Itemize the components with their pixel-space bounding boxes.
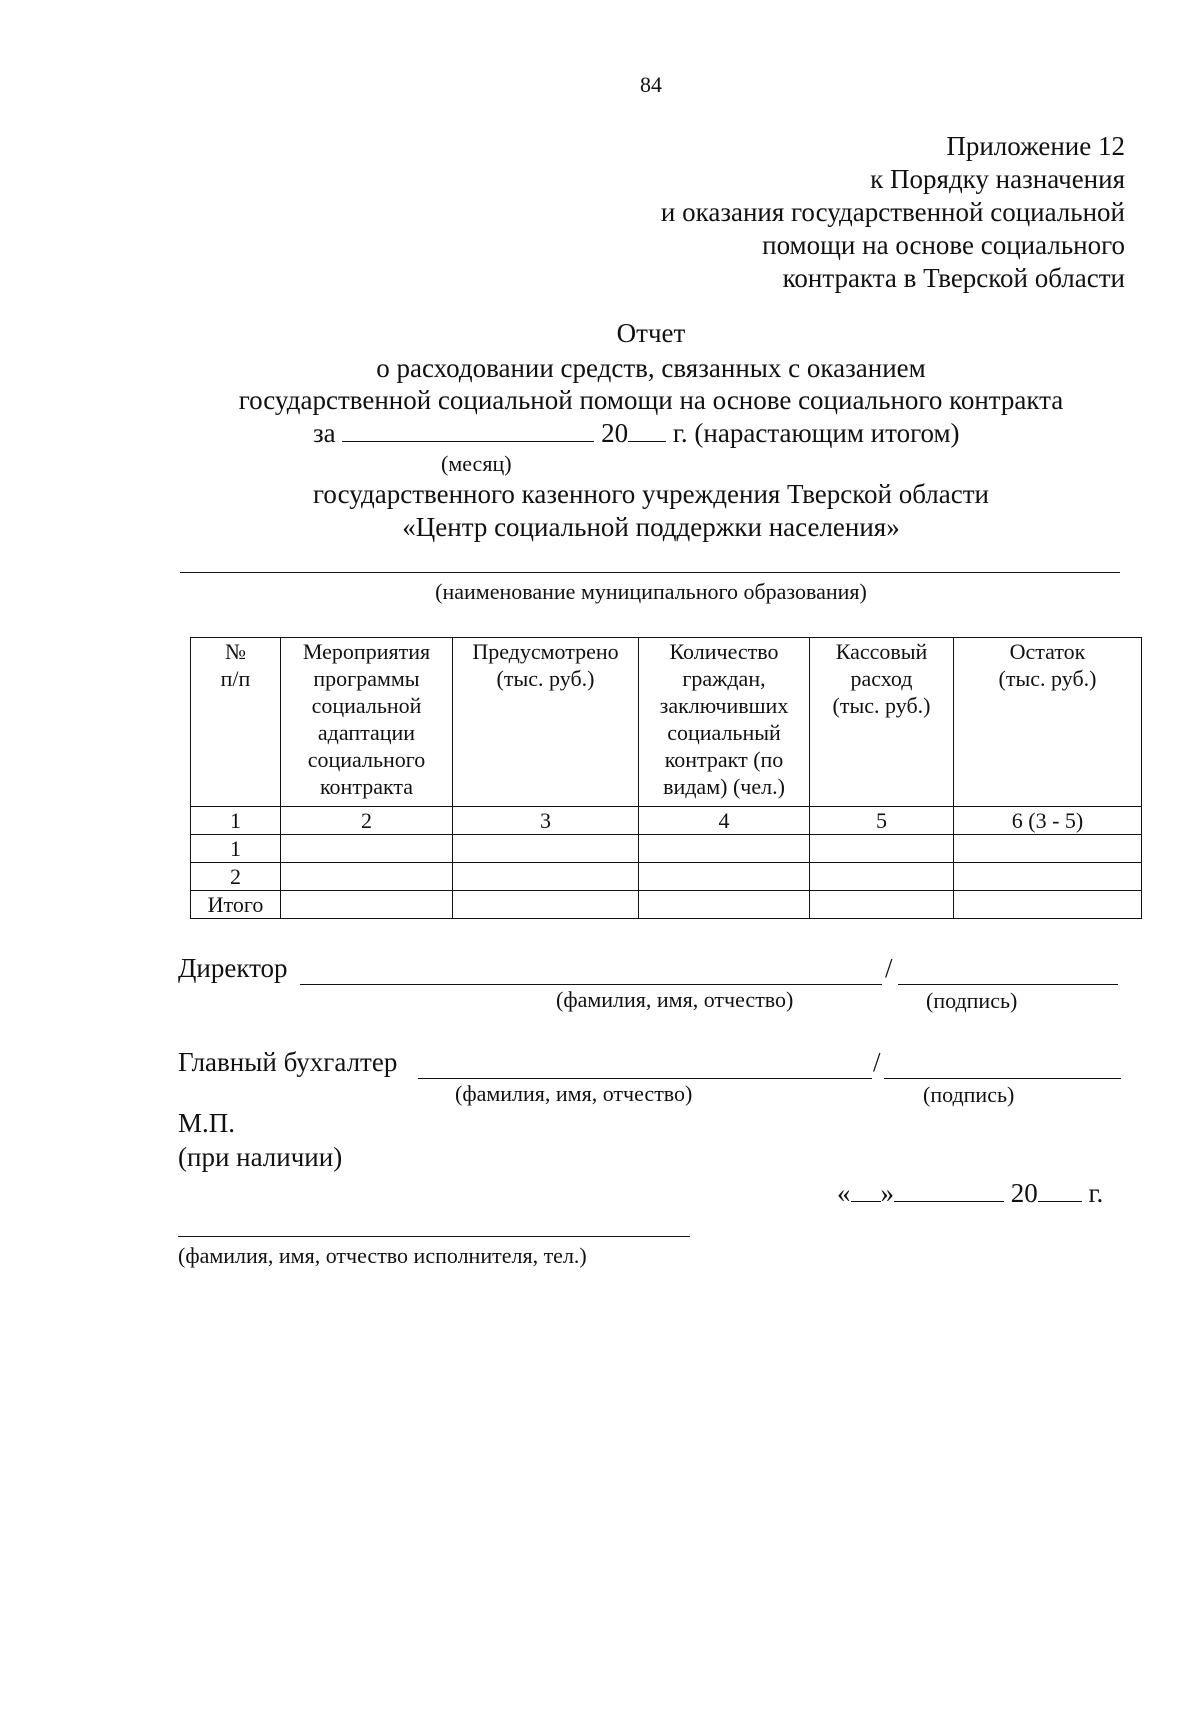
director-signature-field[interactable] xyxy=(898,984,1118,985)
table-cell[interactable] xyxy=(639,891,810,919)
table-row xyxy=(191,835,1142,863)
table-cell[interactable] xyxy=(281,891,453,919)
table-cell[interactable] xyxy=(639,863,810,891)
header-activities xyxy=(281,638,453,807)
column-number-row xyxy=(191,807,1142,835)
header-text: Остаток xyxy=(1009,639,1086,664)
director-slash: / xyxy=(885,953,893,983)
table-cell[interactable] xyxy=(453,863,639,891)
appendix-line: Приложение 12 xyxy=(946,131,1125,161)
institution-line-2: «Центр социальной поддержки населения» xyxy=(402,512,900,542)
table-cell[interactable] xyxy=(639,835,810,863)
date-close-quote: » xyxy=(880,1178,894,1208)
header-text: адаптации xyxy=(317,720,416,745)
accountant-signature-caption: (подпись) xyxy=(923,1082,1015,1107)
table-cell[interactable] xyxy=(954,863,1142,891)
accountant-name-field[interactable] xyxy=(418,1078,872,1079)
date-year: 20 xyxy=(1010,1178,1038,1208)
appendix-line: к Порядку назначения xyxy=(870,164,1125,194)
header-text: (тыс. руб.) xyxy=(496,666,595,691)
table-cell: 2 xyxy=(191,863,281,891)
header-text: Мероприятия xyxy=(302,639,431,664)
date-open-quote: « xyxy=(837,1178,851,1208)
year-field[interactable] xyxy=(628,440,666,442)
accountant-name-caption: (фамилия, имя, отчество) xyxy=(455,1081,693,1106)
column-number: 3 xyxy=(453,807,639,835)
appendix-line: контракта в Тверской области xyxy=(782,263,1125,293)
period-year: 20 xyxy=(601,418,629,448)
header-text: граждан, xyxy=(682,666,766,691)
page-number: 84 xyxy=(640,72,662,97)
period-suffix: г. (нарастающим итогом) xyxy=(672,418,960,448)
header-text: п/п xyxy=(220,666,251,691)
table-total-row xyxy=(191,891,1142,919)
executor-field[interactable] xyxy=(178,1236,690,1237)
header-text: социального xyxy=(307,747,426,772)
header-text: программы xyxy=(313,666,420,691)
director-name-caption: (фамилия, имя, отчество) xyxy=(556,987,794,1012)
director-name-field[interactable] xyxy=(300,984,882,985)
header-text: Количество xyxy=(669,639,779,664)
table-header-row xyxy=(191,638,1142,807)
header-text: социальный xyxy=(667,720,781,745)
municipality-field[interactable] xyxy=(180,572,1120,573)
stamp-note: (при наличии) xyxy=(178,1142,343,1172)
director-label: Директор xyxy=(178,953,288,983)
table-cell[interactable] xyxy=(453,891,639,919)
column-number: 2 xyxy=(281,807,453,835)
month-field[interactable] xyxy=(342,440,594,442)
municipality-caption: (наименование муниципального образования) xyxy=(435,579,867,604)
report-subtitle-2: государственной социальной помощи на основе социального контракта xyxy=(238,385,1064,415)
month-caption: (месяц) xyxy=(441,451,512,476)
header-cash-expense xyxy=(810,638,954,807)
table-cell[interactable] xyxy=(810,863,954,891)
appendix-line: помощи на основе социального xyxy=(762,230,1125,260)
appendix-line: и оказания государственной социальной xyxy=(660,197,1125,227)
header-text: № xyxy=(225,639,246,664)
accountant-slash: / xyxy=(873,1047,881,1077)
report-title: Отчет xyxy=(616,318,686,348)
appendix-block xyxy=(661,130,1125,295)
table-cell: Итого xyxy=(191,891,281,919)
header-balance xyxy=(954,638,1142,807)
director-signature-caption: (подпись) xyxy=(926,988,1018,1013)
column-number: 6 (3 - 5) xyxy=(954,807,1142,835)
stamp-label: М.П. xyxy=(178,1108,236,1138)
table-cell[interactable] xyxy=(281,835,453,863)
table-row xyxy=(191,863,1142,891)
column-number: 5 xyxy=(810,807,954,835)
header-text: (тыс. руб.) xyxy=(832,693,931,718)
report-table xyxy=(190,637,1142,919)
institution-line-1: государственного казенного учреждения Тверской области xyxy=(313,479,989,509)
date-suffix: г. xyxy=(1088,1178,1104,1208)
header-text: контракта xyxy=(319,774,414,799)
accountant-label: Главный бухгалтер xyxy=(178,1047,398,1077)
table-cell[interactable] xyxy=(954,835,1142,863)
header-text: контракт (по xyxy=(664,747,784,772)
table-cell[interactable] xyxy=(954,891,1142,919)
header-text: Предусмотрено xyxy=(472,639,619,664)
header-planned xyxy=(453,638,639,807)
header-number xyxy=(191,638,281,807)
day-field[interactable] xyxy=(851,1200,881,1202)
period-prefix: за xyxy=(313,418,336,448)
header-text: Кассовый xyxy=(835,639,928,664)
month-name-field[interactable] xyxy=(894,1200,1004,1202)
table-cell[interactable] xyxy=(810,891,954,919)
header-text: социальной xyxy=(311,693,422,718)
column-number: 1 xyxy=(191,807,281,835)
table-cell: 1 xyxy=(191,835,281,863)
header-text: заключивших xyxy=(659,693,789,718)
accountant-signature-field[interactable] xyxy=(884,1078,1121,1079)
table-cell[interactable] xyxy=(281,863,453,891)
table-cell[interactable] xyxy=(453,835,639,863)
report-subtitle-1: о расходовании средств, связанных с оказанием xyxy=(376,353,926,383)
executor-caption: (фамилия, имя, отчество исполнителя, тел.) xyxy=(178,1243,587,1268)
date-line xyxy=(837,1178,1103,1209)
date-year-field[interactable] xyxy=(1038,1200,1082,1202)
header-text: видам) (чел.) xyxy=(663,774,785,799)
header-text: (тыс. руб.) xyxy=(998,666,1097,691)
table-cell[interactable] xyxy=(810,835,954,863)
period-line xyxy=(313,418,960,449)
header-text: расход xyxy=(850,666,913,691)
header-citizens xyxy=(639,638,810,807)
column-number: 4 xyxy=(639,807,810,835)
